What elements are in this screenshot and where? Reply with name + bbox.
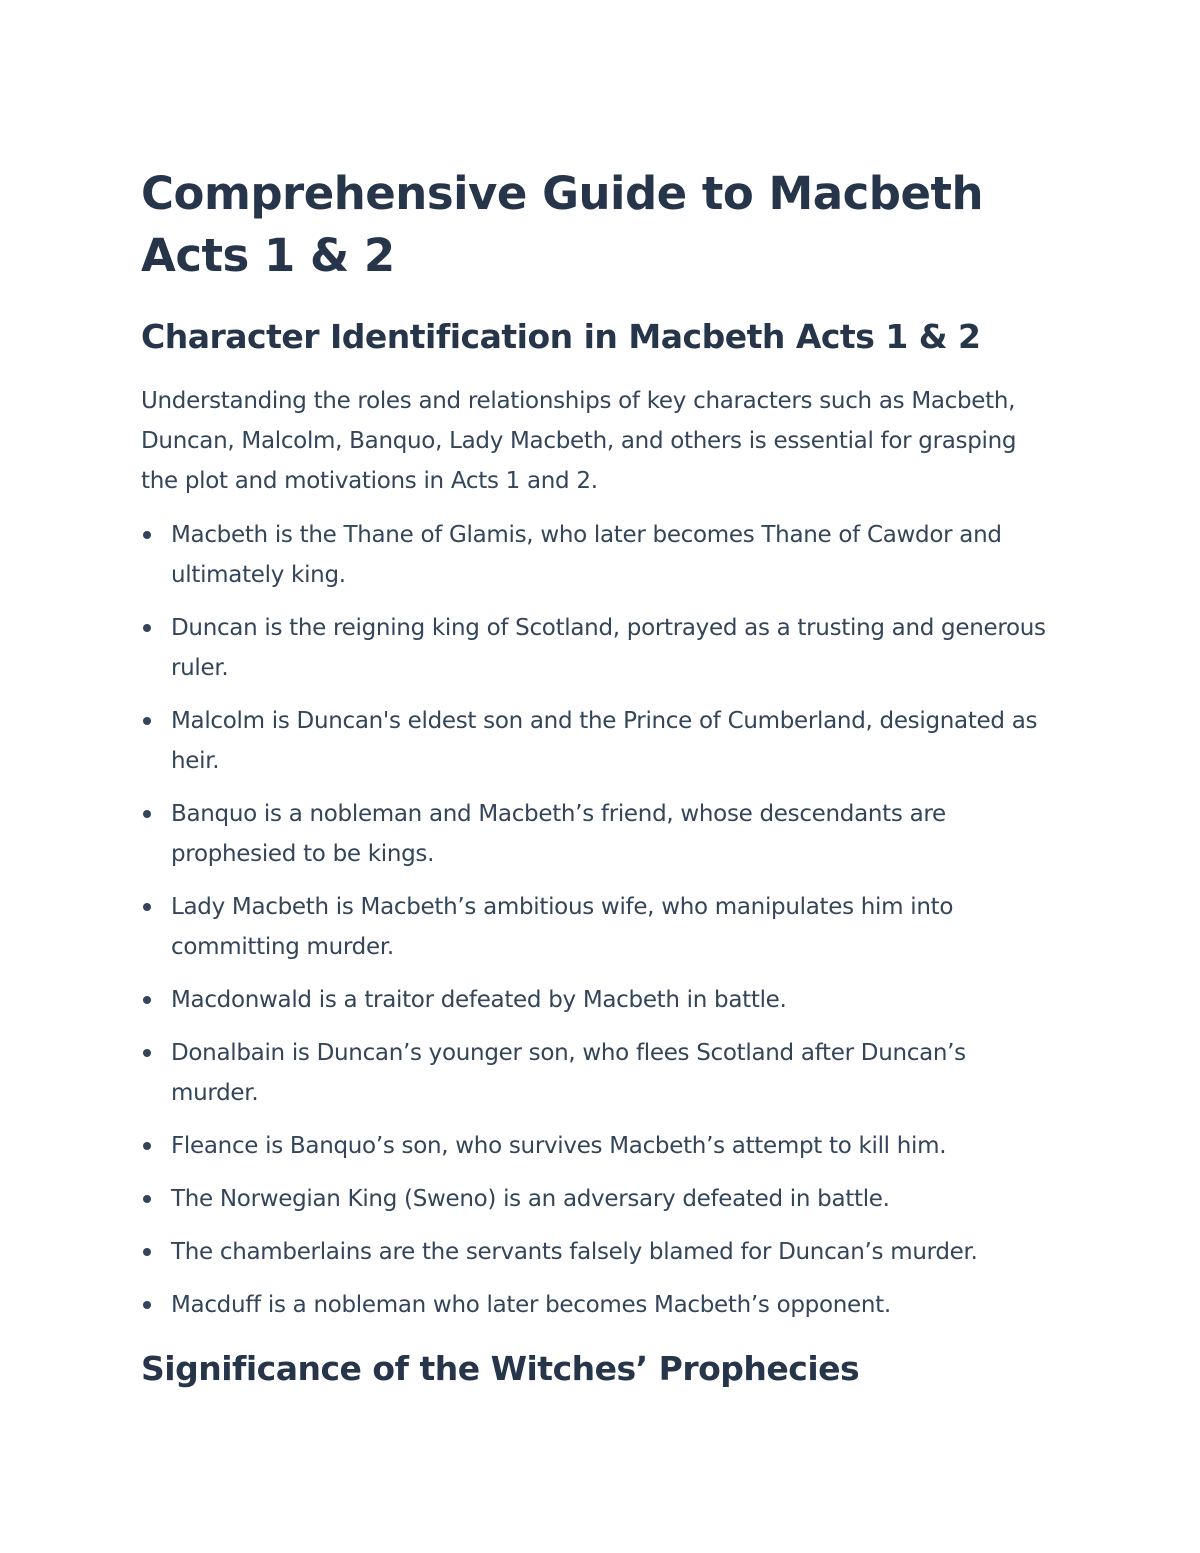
list-item-text: The chamberlains are the servants falsely blamed for Duncan’s murder. [171, 1239, 978, 1265]
bullet-icon [143, 1195, 151, 1203]
list-item [141, 1179, 1059, 1219]
list-item [141, 1285, 1059, 1325]
list-item [141, 887, 1059, 967]
list-item-text: Duncan is the reigning king of Scotland, portrayed as a trusting and generous ruler. [171, 615, 1046, 681]
list-item-text: Macbeth is the Thane of Glamis, who later becomes Thane of Cawdor and ultimately king. [171, 522, 1002, 588]
list-item-text: Donalbain is Duncan’s younger son, who flees Scotland after Duncan’s murder. [171, 1040, 966, 1106]
bullet-icon [143, 624, 151, 632]
list-item [141, 980, 1059, 1020]
bullet-icon [143, 1301, 151, 1309]
list-item [141, 701, 1059, 781]
document-title: Comprehensive Guide to Macbeth Acts 1 & 2 [141, 167, 984, 282]
list-item [141, 608, 1059, 688]
list-item-text: The Norwegian King (Sweno) is an adversary defeated in battle. [171, 1186, 890, 1212]
section-heading-character-identification: Character Identification in Macbeth Acts 1 & 2 [141, 317, 981, 356]
section-intro-paragraph: Understanding the roles and relationships of key characters such as Macbeth, Duncan, Malcolm, Banquo, Lady Macbeth, and others is essential for grasping the plot and motivations in Acts 1 and 2. [141, 388, 1017, 494]
bullet-icon [143, 1049, 151, 1057]
list-item [141, 794, 1059, 874]
list-item [141, 1126, 1059, 1166]
bullet-icon [143, 1142, 151, 1150]
list-item-text: Macdonwald is a traitor defeated by Macbeth in battle. [171, 987, 787, 1013]
bullet-icon [143, 810, 151, 818]
bullet-icon [143, 531, 151, 539]
list-item-text: Lady Macbeth is Macbeth’s ambitious wife, who manipulates him into committing murder. [171, 894, 954, 960]
bullet-icon [143, 996, 151, 1004]
list-item [141, 1232, 1059, 1272]
list-item [141, 515, 1059, 595]
list-item-text: Banquo is a nobleman and Macbeth’s friend, whose descendants are prophesied to be kings. [171, 801, 946, 867]
list-item-text: Malcolm is Duncan's eldest son and the Prince of Cumberland, designated as heir. [171, 708, 1038, 774]
bullet-icon [143, 717, 151, 725]
list-item-text: Macduff is a nobleman who later becomes Macbeth’s opponent. [171, 1292, 891, 1318]
bullet-icon [143, 903, 151, 911]
character-bullet-list [141, 515, 1059, 1325]
section-heading-witches-prophecies: Significance of the Witches’ Prophecies [141, 1349, 860, 1388]
document-page [141, 163, 1059, 1391]
list-item-text: Fleance is Banquo’s son, who survives Macbeth’s attempt to kill him. [171, 1133, 947, 1159]
list-item [141, 1033, 1059, 1113]
bullet-icon [143, 1248, 151, 1256]
